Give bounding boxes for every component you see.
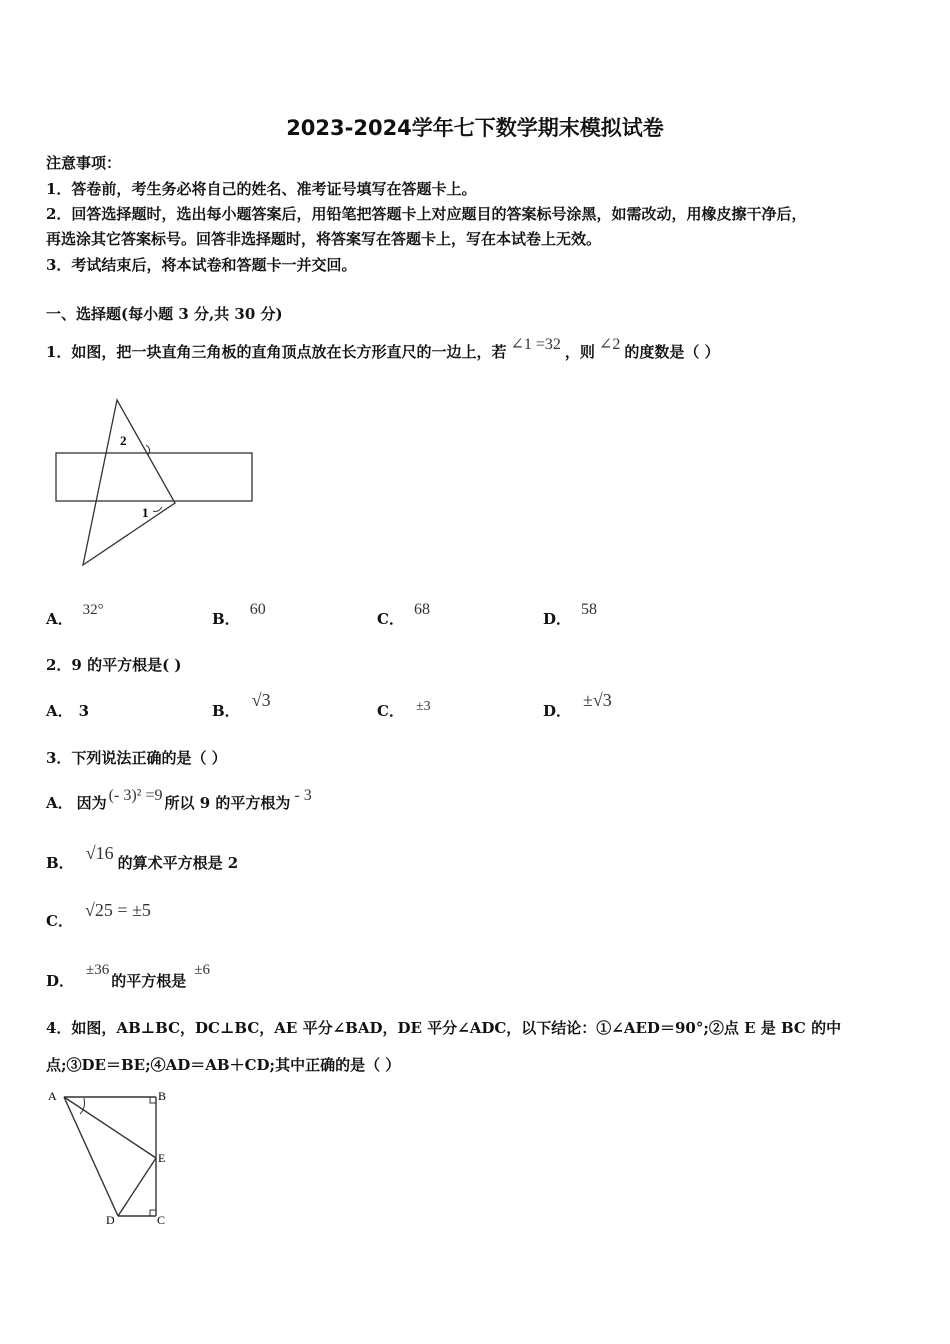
option-text: 的算术平方根是 2 (117, 854, 239, 872)
option-value: √3 (251, 690, 271, 710)
point-c-label: C (157, 1213, 166, 1227)
option-letter: A． (46, 794, 73, 812)
point-e-label: E (158, 1151, 166, 1165)
option-math: - 3 (294, 787, 312, 804)
right-angle-c (150, 1210, 156, 1216)
option-letter: C． (377, 702, 404, 720)
option-text: 的平方根是 (111, 972, 187, 990)
notice-item: 3．考试结束后，将本试卷和答题卡一并交回。 (46, 256, 357, 274)
page-title: 2023-2024学年七下数学期末模拟试卷 (286, 116, 664, 140)
q3-option-a[interactable] (46, 784, 312, 812)
option-math: √16 (85, 843, 114, 863)
option-value: ±3 (415, 699, 431, 714)
right-angle-b (150, 1097, 156, 1103)
option-letter: B． (46, 854, 74, 872)
option-letter: A． (46, 610, 73, 628)
notice-item: 2．回答选择题时，选出每小题答案后，用铅笔把答题卡上对应题目的答案标号涂黑，如需改动，用橡皮擦干净后， (46, 205, 807, 223)
option-math: (- 3)² =9 (108, 787, 163, 804)
point-a-label: A (48, 1089, 57, 1103)
question-3-text: 3．下列说法正确的是（ ） (46, 749, 227, 767)
option-value: 58 (581, 601, 598, 618)
option-math: ±6 (194, 962, 210, 978)
option-a[interactable] (46, 598, 104, 628)
triangle-set-square (83, 400, 175, 565)
option-value: 68 (413, 601, 430, 618)
option-value: 32° (82, 602, 104, 618)
q1-text-after: 的度数是（ ） (624, 343, 720, 361)
option-letter: A． (46, 702, 73, 720)
option-letter: C． (377, 610, 404, 628)
q1-text-before: 1．如图，把一块直角三角板的直角顶点放在长方形直尺的一边上，若 (46, 343, 507, 361)
option-value: ±√3 (583, 690, 612, 710)
q3-option-c[interactable] (46, 900, 151, 930)
option-value: 60 (249, 601, 266, 618)
option-c[interactable] (377, 598, 430, 628)
option-b[interactable] (212, 598, 266, 628)
option-math: √25 = ±5 (84, 900, 151, 920)
option-value: 3 (78, 702, 90, 720)
angle-arc-a (80, 1098, 85, 1114)
segment-de (118, 1158, 156, 1216)
option-text: 因为 (76, 794, 107, 812)
option-letter: D． (46, 972, 75, 990)
option-letter: B． (212, 610, 240, 628)
question-4-line2: 点;③DE＝BE;④AD＝AB＋CD;其中正确的是（ ） (46, 1056, 401, 1074)
option-b[interactable] (212, 690, 271, 720)
option-letter: C． (46, 912, 73, 930)
ruler-rectangle (56, 453, 252, 501)
angle-1-arc (153, 507, 162, 512)
option-text: 所以 9 的平方根为 (164, 794, 291, 812)
option-letter: B． (212, 702, 240, 720)
angle-1-label: 1 (142, 505, 149, 520)
notice-item: 1．答卷前，考生务必将自己的姓名、准考证号填写在答题卡上。 (46, 180, 477, 198)
question-2-text: 2．9 的平方根是( ) (46, 656, 182, 674)
q3-option-d[interactable] (46, 958, 210, 990)
q1-angle2: ∠2 (598, 336, 621, 353)
angle-2-label: 2 (120, 433, 127, 448)
option-letter: D． (543, 610, 572, 628)
option-d[interactable] (543, 690, 612, 720)
q1-angle1: ∠1 =32 (510, 336, 561, 353)
option-letter: D． (543, 702, 572, 720)
q1-text-mid: ，则 (564, 343, 595, 361)
option-c[interactable] (377, 694, 431, 720)
question-1-text (46, 336, 720, 362)
option-a[interactable] (46, 700, 89, 721)
q1-figure (50, 395, 260, 575)
question-4-line1: 4．如图，AB⊥BC，DC⊥BC，AE 平分∠BAD，DE 平分∠ADC，以下结论：①∠AED＝90°;②点 E 是 BC 的中 (46, 1019, 842, 1037)
notice-item: 再选涂其它答案标号。回答非选择题时，将答案写在答题卡上，写在本试卷上无效。 (46, 230, 602, 248)
point-b-label: B (158, 1089, 167, 1103)
q3-option-b[interactable] (46, 843, 239, 872)
q4-figure (44, 1084, 184, 1234)
option-d[interactable] (543, 598, 598, 628)
notice-heading: 注意事项： (46, 154, 122, 172)
section-heading: 一、选择题(每小题 3 分,共 30 分) (46, 305, 283, 323)
point-d-label: D (106, 1213, 115, 1227)
option-math: ±36 (86, 962, 110, 978)
